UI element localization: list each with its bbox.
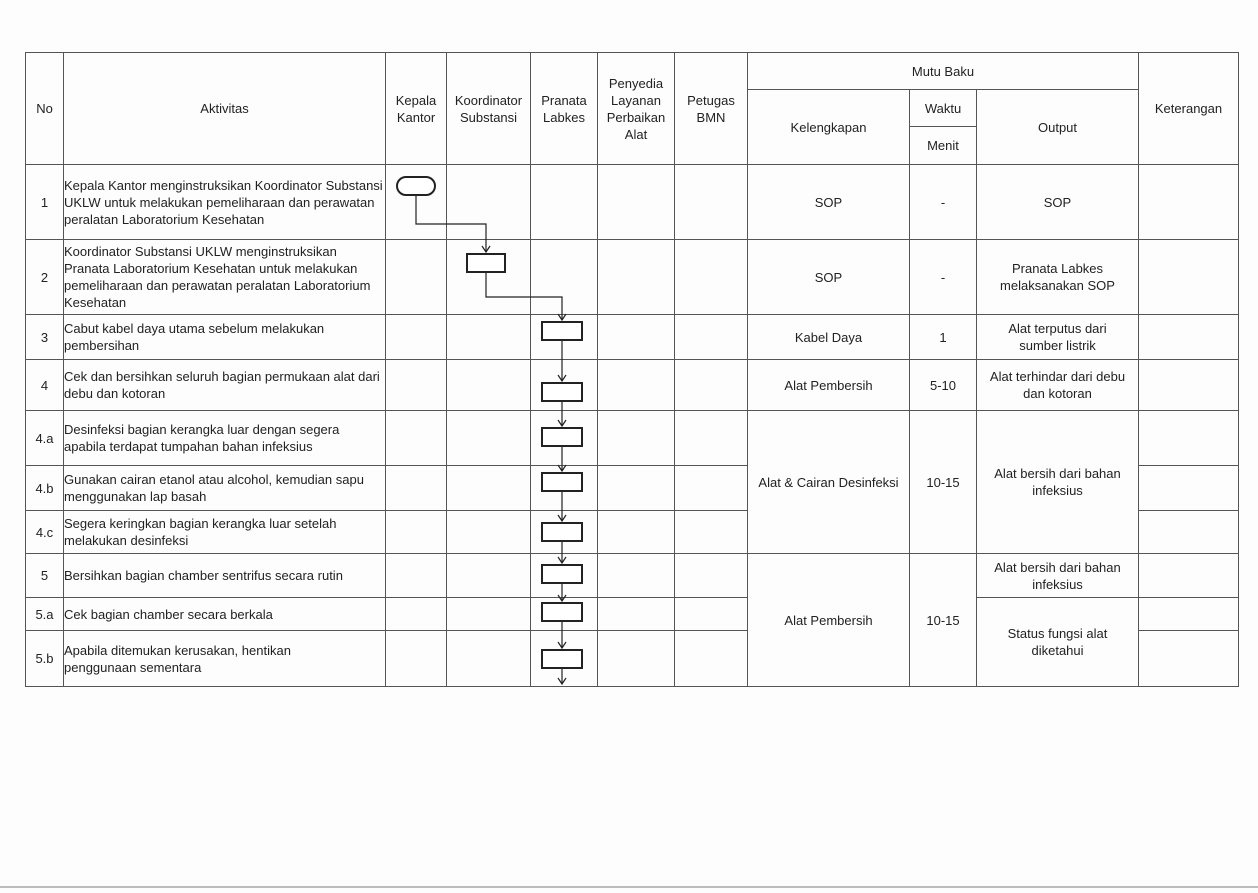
row-aktivitas: Segera keringkan bagian kerangka luar setelah melakukan desinfeksi <box>64 511 386 554</box>
row-aktivitas: Gunakan cairan etanol atau alcohol, kemudian sapu menggunakan lap basah <box>64 466 386 511</box>
group4-output: Alat bersih dari bahan infeksius <box>977 411 1139 554</box>
table-row <box>26 240 1239 315</box>
row-aktivitas: Desinfeksi bagian kerangka luar dengan segera apabila terdapat tumpahan bahan infeksius <box>64 411 386 466</box>
row-aktivitas: Cek dan bersihkan seluruh bagian permukaan alat dari debu dan kotoran <box>64 360 386 411</box>
sop-table <box>25 52 1239 687</box>
row-output: Pranata Labkes melaksanakan SOP <box>977 240 1139 315</box>
row-aktivitas: Kepala Kantor menginstruksikan Koordinator Substansi UKLW untuk melakukan pemeliharaan dan perawatan peralatan Laboratorium Kesehatan <box>64 165 386 240</box>
header-mutu-baku: Mutu Baku <box>748 53 1139 90</box>
table-row <box>26 360 1239 411</box>
row-kelengkapan: Alat Pembersih <box>748 360 910 411</box>
row-no: 4.a <box>26 411 64 466</box>
row-waktu: - <box>910 240 977 315</box>
header-waktu: Waktu <box>910 90 977 127</box>
header-no: No <box>26 53 64 165</box>
row-aktivitas: Cek bagian chamber secara berkala <box>64 598 386 631</box>
header-penyedia: Penyedia Layanan Perbaikan Alat <box>598 53 675 165</box>
header-menit: Menit <box>910 127 977 165</box>
row-no: 3 <box>26 315 64 360</box>
row-kelengkapan: Kabel Daya <box>748 315 910 360</box>
header-kelengkapan: Kelengkapan <box>748 90 910 165</box>
row-no: 4.b <box>26 466 64 511</box>
table-row <box>26 165 1239 240</box>
group4-waktu: 10-15 <box>910 411 977 554</box>
row-no: 5 <box>26 554 64 598</box>
row-no: 4 <box>26 360 64 411</box>
row-kelengkapan: SOP <box>748 165 910 240</box>
header-petugas: Petugas BMN <box>675 53 748 165</box>
table-row <box>26 598 1239 631</box>
header-pranata: Pranata Labkes <box>531 53 598 165</box>
row-output: Alat terputus dari sumber listrik <box>977 315 1139 360</box>
row-aktivitas: Bersihkan bagian chamber sentrifus secara rutin <box>64 554 386 598</box>
page-edge <box>0 886 1258 888</box>
row-no: 5.a <box>26 598 64 631</box>
group5-waktu: 10-15 <box>910 554 977 687</box>
row-aktivitas: Cabut kabel daya utama sebelum melakukan pembersihan <box>64 315 386 360</box>
table-row <box>26 554 1239 598</box>
row-waktu: 1 <box>910 315 977 360</box>
group4-kelengkapan: Alat & Cairan Desinfeksi <box>748 411 910 554</box>
row-no: 2 <box>26 240 64 315</box>
row-aktivitas: Apabila ditemukan kerusakan, hentikan penggunaan sementara <box>64 631 386 687</box>
row-no: 1 <box>26 165 64 240</box>
group5-output-5: Alat bersih dari bahan infeksius <box>977 554 1139 598</box>
table-row <box>26 411 1239 466</box>
table-row <box>26 315 1239 360</box>
header-output: Output <box>977 90 1139 165</box>
row-waktu: 5-10 <box>910 360 977 411</box>
group5-output-5ab: Status fungsi alat diketahui <box>977 598 1139 687</box>
row-kelengkapan: SOP <box>748 240 910 315</box>
header-kepala-kantor: Kepala Kantor <box>386 53 447 165</box>
row-waktu: - <box>910 165 977 240</box>
group5-kelengkapan: Alat Pembersih <box>748 554 910 687</box>
header-koordinator: Koordinator Substansi <box>447 53 531 165</box>
header-aktivitas: Aktivitas <box>64 53 386 165</box>
header-keterangan: Keterangan <box>1139 53 1239 165</box>
row-no: 4.c <box>26 511 64 554</box>
row-aktivitas: Koordinator Substansi UKLW menginstruksikan Pranata Laboratorium Kesehatan untuk melakukan pemeliharaan dan perawatan peralatan Laboratorium Kesehatan <box>64 240 386 315</box>
row-output: SOP <box>977 165 1139 240</box>
row-no: 5.b <box>26 631 64 687</box>
row-output: Alat terhindar dari debu dan kotoran <box>977 360 1139 411</box>
